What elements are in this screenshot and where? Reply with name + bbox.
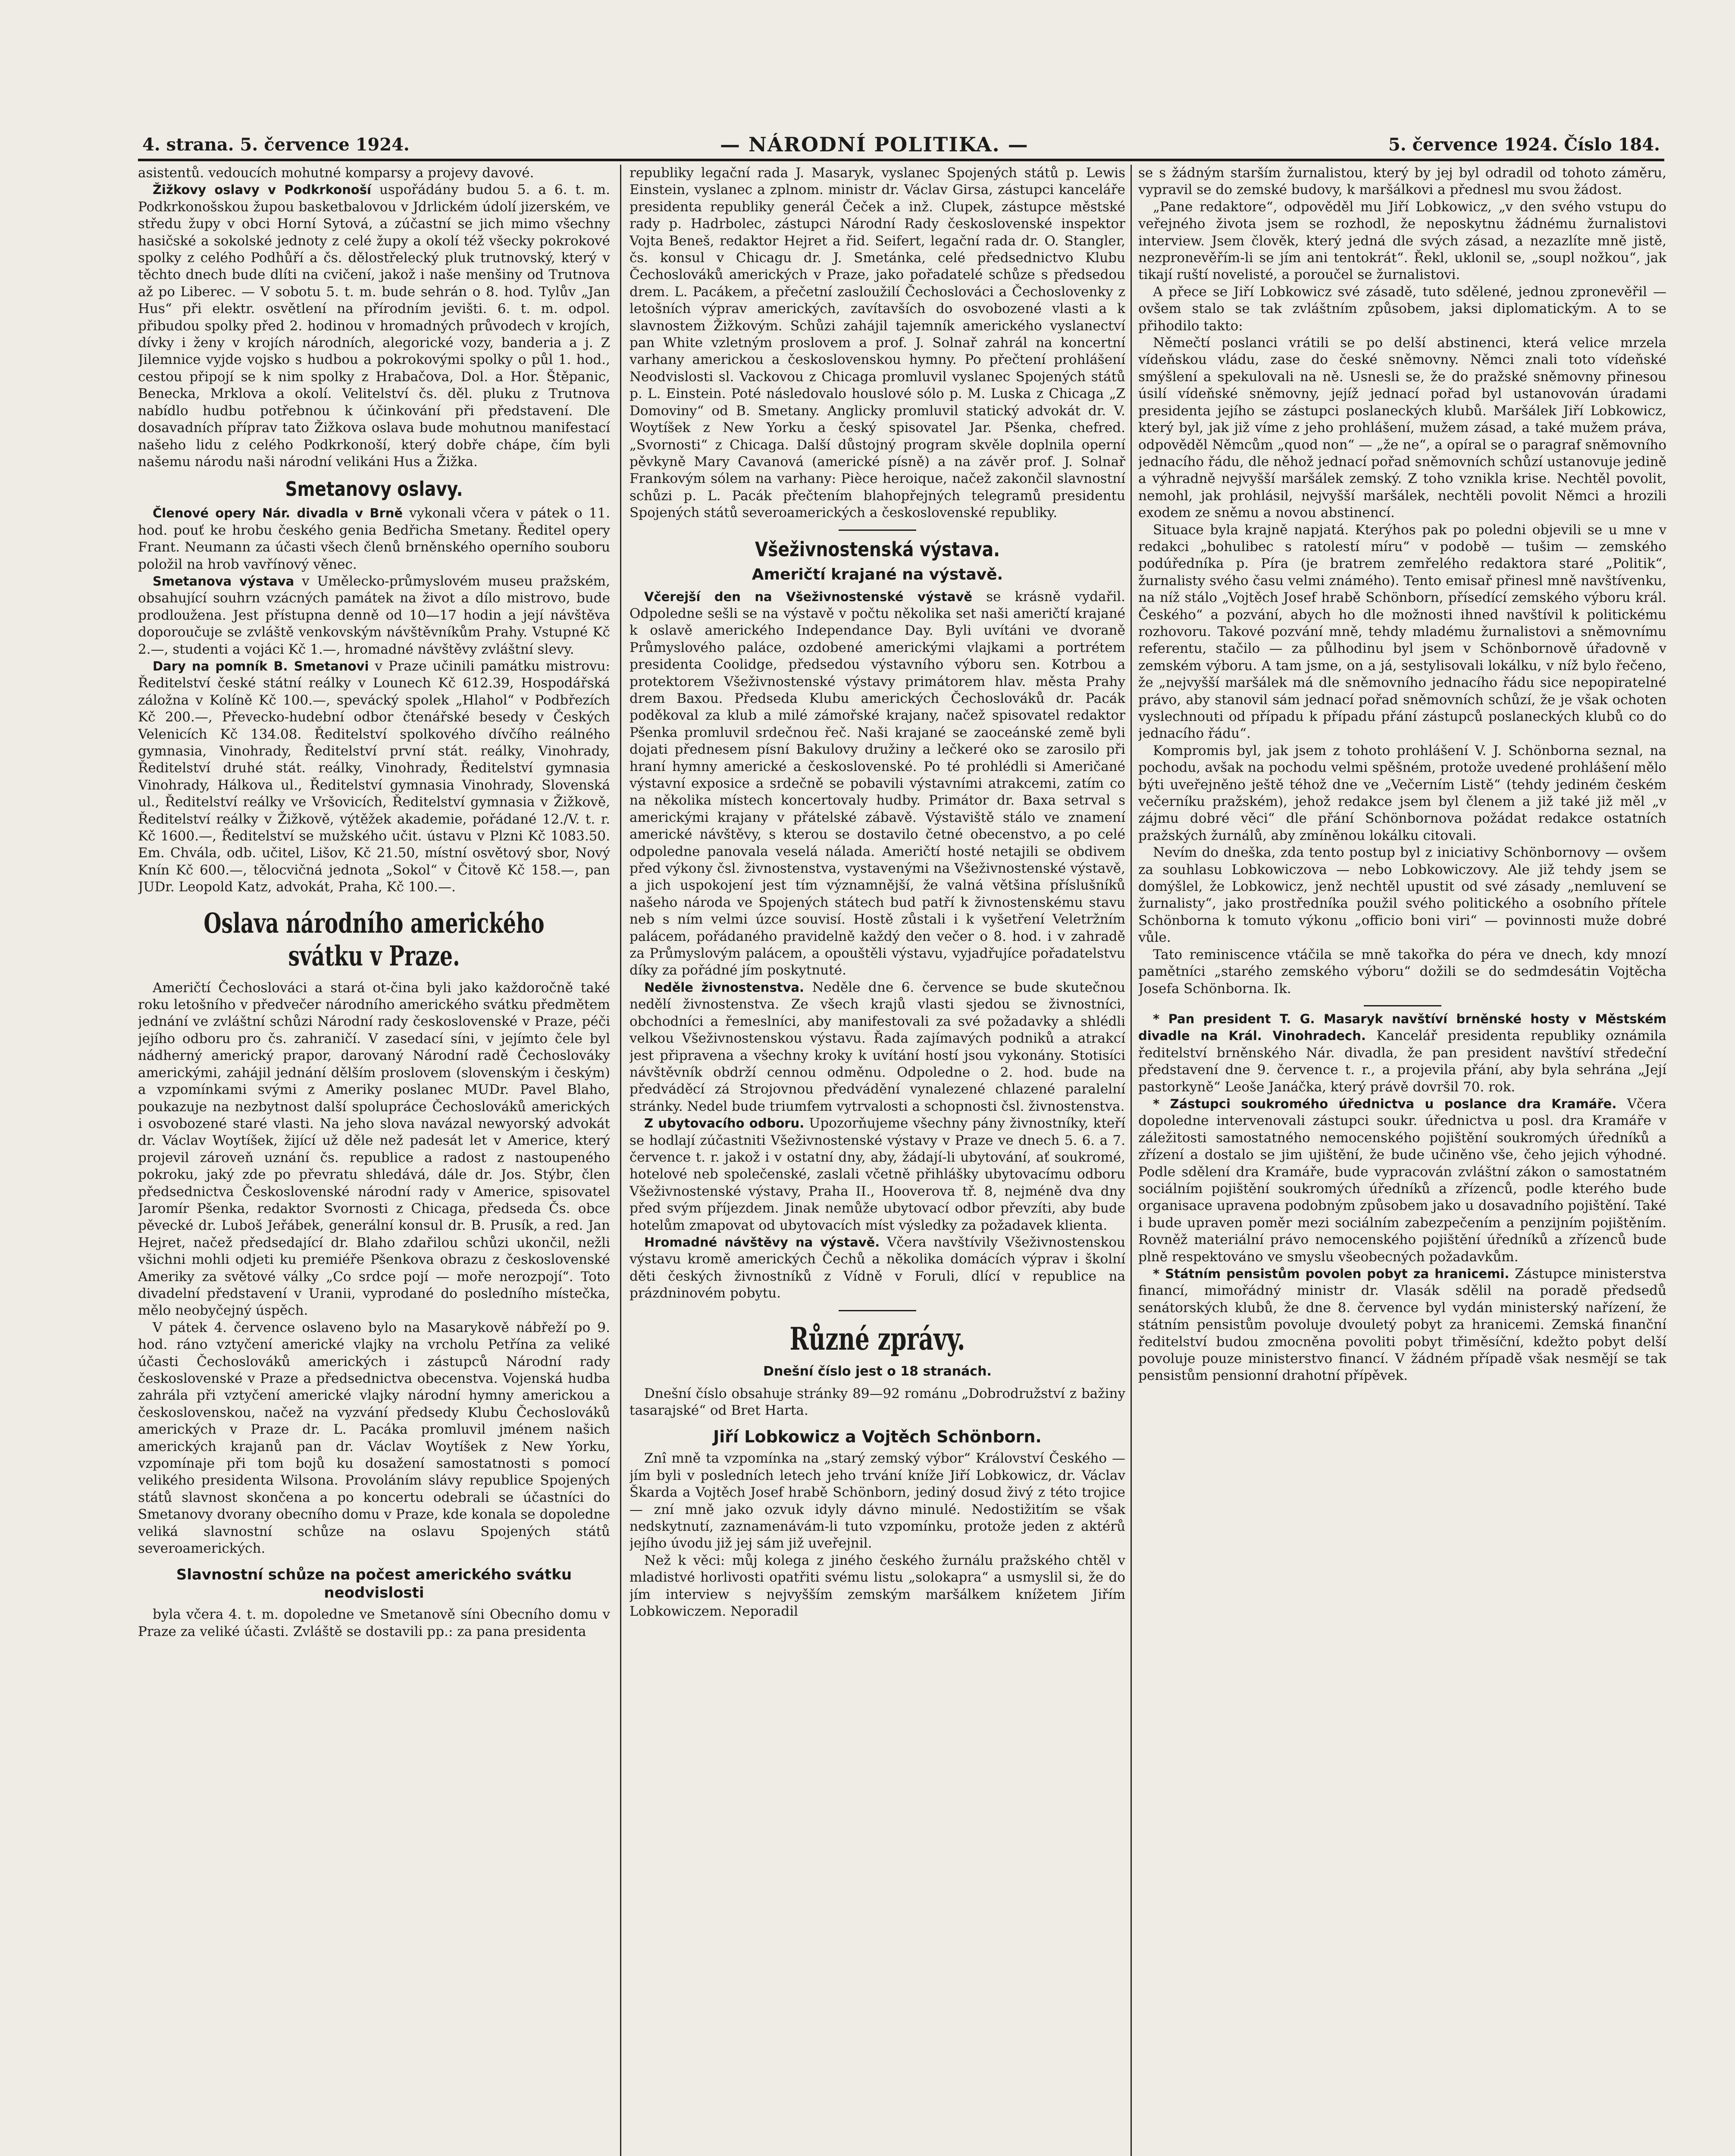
- opera-lead: Členové opery Nár. divadla v Brně: [153, 506, 403, 521]
- nedele-text: Neděle dne 6. července se bude skutečnou nedělí živnostenstva. Ze všech krajů vlasti sjedou se živnostníci, obchodníci a řemeslníci, aby manifestovali za své požadavky a shlédli velkou Všeživnostenskou výstavu. Řada zajímavých podniků a atrakcí jest připravena a všechny kroky k uvítání hostí jsou vykonány. Stotisíci návštěvník obdrží cennou odměnu. Odpoledne o 2. hod. bude na předváděcí zá Strojovnou předvádění vynalezené chlazené paralelní stránky. Nedel bude triumfem vytrvalosti a schopnosti čsl. živnostenstva.: [629, 979, 1125, 1114]
- article-vcerejsi-den: [629, 589, 1125, 979]
- article-oslava-p1: Američtí Čechoslováci a stará ot-čina byli jako každoročně také roku letošního v předvečer národního amerického svátku předmětem jednání ve zvláštní schůzi Národní rady československé v Praze, péči jejího odboru pro čs. zahraničí. V zasedací síni, v jejímto čele byl nádherný americký prapor, darovaný Národní radě Čechoslováky americkými, zahájil jednání dělším proslovem (slovenským i českým) a vzpomínkami svými z Ameriky poslanec MUDr. Pavel Blaho, poukazuje na nezbytnost další spolupráce Čechoslováků amerických i osvobozené staré vlasti. Na jeho slova navázal newyorský advokát dr. Václav Woytíšek, žijící už děle než padesát let v Americe, který projevil zároveň uznání čs. republice a radost z nastoupeného pokroku, jaký zde po převratu shledává, dále dr. Jos. Stýbr, člen předsednictva Československé národní rady v Americe, spisovatel Jaromír Pšenka, redaktor Svornosti z Chicaga, předseda Čs. obce pěvecké dr. Luboš Jeřábek, generální konsul dr. B. Prusík, a red. Jan Hejret, načež předsedající dr. Blaho zdařilou schůzi ukončil, nežli všichni mohli odjeti ku premiéře Pšenkova obrazu z československé Ameriky za světové války „Co srdce pojí — moře nerozpojí“. Toto divadelní představení v Uranii, vyprodané do posledního místečka, mělo neobyčejný úspěch.: [138, 980, 610, 1319]
- article-lobkowicz-p8: Nevím do dneška, zda tento postup byl z iniciativy Schönbornovy — ovšem za souhlasu Lobkowiczova — nebo Lobkowiczovy. Ale již tehdy jsem se domýšlel, že Lobkowicz, jenž nechtěl upustit od své zásady „nemluvení se žurnalisty“, jako prostředníka použil svého politického a osobního přítele Schönborna k tomuto výkonu „officio boni viri“ — povinnosti muže dobré vůle.: [1138, 845, 1666, 946]
- nedele-lead: Neděle živnostenstva.: [644, 980, 805, 995]
- vcerejsi-lead: Včerejší den na Všeživnostenské výstavě: [644, 589, 973, 604]
- column-3: [1138, 165, 1666, 2156]
- article-lobkowicz-p2: Než k věci: můj kolega z jiného českého žurnálu pražského chtěl v mladistvé horlivosti opatřiti svému listu „solokapra“ a usmyslil si, že do jím interview s nejvyšším zemským maršálkem knížetem Jiřím Lobkowiczem. Neporadil: [629, 1552, 1125, 1620]
- masthead-date-left: 4. strana. 5. července 1924.: [142, 135, 410, 155]
- subheadline-americti-krajane: Američtí krajané na výstavě.: [752, 565, 1003, 583]
- article-lobkowicz-p1: Znî mně ta vzpomínka na „starý zemský výbor“ Království Českého — jím byli v posledních letech jeho trvání kníže Jiří Lobkowicz, dr. Václav Škarda a Vojtěch Josef hrabě Schönborn, jediný dosud živý z této trojice — zní mně jako ozvuk idyly dávno minulé. Nedostižitím se však nedskytnutí, zaznamenávám-li tuto vzpomínku, protože jeden z aktérů jejího úvodu již jej sám již uveřejnil.: [629, 1451, 1125, 1551]
- urednictvo-lead: * Zástupci soukromého úřednictva u poslance dra Kramáře.: [1153, 1096, 1617, 1111]
- article-opera-brno: [138, 505, 610, 573]
- headline-slavnostni-schuze: Slavnostní schůze na počest amerického svátku neodvislosti: [176, 1566, 572, 1602]
- dary-text: v Praze učinili památku mistrovu: Ředitelství české státní reálky v Lounech Kč 612.39, Hospodářská záložna v Kolíně Kč 100.—, spevácký spolek „Hlahol“ v Podbřezích Kč 200.—, Převecko-hudební odbor čtenářské besedy v Českých Velenicích Kč 134.08. Ředitelství spolkového dívčího reálného gymnasia, Vinohrady, Ředitelství první stát. reálky, Vinohrady, Ředitelství druhé stát. reálky, Vinohrady, Ředitelství gymnasia Vinohrady, Hálkova ul., Ředitelství gymnasia Vinohrady, Slovenská ul., Ředitelství reálky ve Vršovicích, Ředitelství gymnasia v Žižkově, Ředitelství reálky v Žižkově, výtěžek akademie, pořádané 12./V. t. r. Kč 1600.—, Ředitelství se mužského učit. ústavu v Plzni Kč 1083.50. Em. Chvála, odb. učitel, Lišov, Kč 21.50, místní osvětový sbor, Nový Knín Kč 600.—, tělocvičná jednota „Sokol“ v Čitově Kč 158.—, pan JUDr. Leopold Katz, advokát, Praha, Kč 100.—.: [138, 658, 610, 895]
- article-lobkowicz-p3: „Pane redaktore“, odpověděl mu Jiří Lobkowicz, „v den svého vstupu do veřejného života jsem se rozhodl, že neposkytnu žádnému žurnalistovi interview. Jsem člověk, který jedná dle svých zásad, a nezazlíte mně jistě, nezpronevěřím-li se jím ani tentokrát“. Řekl, uklonil se, „soupl nožkou“, jak tikají ruští novelisté, a poroučel se žurnalistovi.: [1138, 199, 1666, 283]
- headline-smetanovy-oslavy: Smetanovy oslavy.: [285, 477, 463, 501]
- headline-vseživnostenska-vystava: Všeživnostenská výstava.: [755, 537, 1000, 561]
- article-hromadne-navstevy: [629, 1234, 1125, 1302]
- article-schuze-continuation: republiky legační rada J. Masaryk, vyslanec Spojených států p. Lewis Einstein, vyslanec a zplnom. ministr dr. Václav Girsa, zástupci kanceláře presidenta republiky generál Čeček a inž. Clupek, zástupce městské rady p. Hadrbolec, zástupci Národní Rady československé inspektor Vojta Beneš, redaktor Hejret a řid. Seifert, legační rada dr. O. Stangler, čs. konsul v Chicagu dr. J. Smetánka, celé předsednictvo Klubu Čechoslováků amerických v Praze, jako pořadatelé schůze s předsedou drem. L. Pacákem, a přečetní zasloužilí Čechoslováci a Čechoslovenky z letošních výprav amerických, zavítavších do osvobozené vlasti a k slavnostem Žižkovým. Schůzi zahájil tajemník amerického vyslanectví pan White vzletným proslovem a prof. J. Solnař zahrál na koncertní varhany americkou a československou hymny. Po přečtení prohlášení Neodvislosti sl. Vackovou z Chicaga promluvil vyslanec Spojených států p. L. Einstein. Poté následovalo houslové sólo p. M. Luska z Chicaga „Z Domoviny“ od B. Smetany. Anglicky promluvil statický advokát dr. V. Woytíšek z New Yorku a český spisovatel Jar. Pšenka, chefred. „Svornosti“ z Chicaga. Další důstojný program skvěle doplnila operní pěvkyně Mary Cavanová (americké písně) a na závěr prof. J. Solnař Frankovým sólem na varhany: Pièce heroique, načež zakončil slavnostní schůzi p. L. Pacák přečtením blahopřejných telegramů presidentu Spojených států severoamerických a československé republiky.: [629, 165, 1125, 521]
- pensiste-text: Zástupce ministerstva financí, mimořádný ministr dr. Vlasák sdělil na poradě předsedů senátorských klubů, že dne 8. července byl vydán ministerský nařízení, že státním pensistům povoluje dvouletý pobyt za hranicemi. Zemská finanční ředitelství budou zmocněna povoliti pobyt třiměsíční, kdežto pobyt delší povoluje pouze ministerstvo financí. V žádném případě však nesmějí se tak pensistům pensionní drahotní přípěvek.: [1138, 1266, 1666, 1384]
- article-lobkowicz-p4: A přece se Jiří Lobkowicz své zásadě, tuto sdělené, jednou zpronevěřil — ovšem stalo se tak zvláštním způsobem, jaksi diplomatickým. A to se přihodilo takto:: [1138, 284, 1666, 334]
- article-lobkowicz-p7: Kompromis byl, jak jsem z tohoto prohlášení V. J. Schönborna seznal, na pochodu, avšak na pochodu velmi spěšném, protože uvedené prohlášení mělo býti uveřejněno ještě téhož dne ve „Večerním Listě“ (tehdy jediném českém večerníku pražském), jehož redakce jsem byl členem a již také již měl „v zájmu dobré věci“ dle přání Schönbornova požádat redakce ostatních pražských žurnálů, aby zmíněnou lokálku citovali.: [1138, 743, 1666, 843]
- headline-oslava-svatku: Oslava národního amerického svátku v Praze.: [204, 907, 545, 972]
- article-ubytovani: [629, 1115, 1125, 1234]
- column-2: [629, 165, 1125, 2156]
- vystava-lead: Smetanova výstava: [153, 573, 294, 589]
- masaryk-lead: * Pan president T. G. Masaryk navštíví brněnské hosty v Městském divadle na Král. Vinohradech.: [1138, 1011, 1666, 1044]
- masthead: [142, 135, 1660, 160]
- article-continuation: asistentů. vedoucích mohutné komparsy a projevy davové.: [138, 165, 534, 181]
- vystava-text: v Umělecko-průmyslovém museu pražském, obsahující souhrn vzácných památek na život a dílo mistrovo, bude prodloužena. Jest přístupna denně od 10—17 hodin a její návštěva doporoučuje se zvláště venkovským návštěvníkům Prahy. Vstupné Kč 2.—, studenti a vojáci Kč 1.—, hromadné návštěvy zvláštní slevy.: [138, 573, 610, 657]
- hromadne-text: Včera navštívily Všeživnostenskou výstavu kromě amerických Čechů a několika domácích výprav i školní děti českých živnostníků z Vídně v Foruli, dlící v republice na prázdninovém pobytu.: [629, 1234, 1125, 1301]
- article-smetanova-vystava: [138, 573, 610, 658]
- section-separator: [1364, 1005, 1441, 1006]
- opera-text: vykonali včera v pátek o 11. hod. pouť ke hrobu českého genia Bedřicha Smetany. Ředitel opery Frant. Neumann za účasti všech členů brněnského operního souboru položil na hrob vavřínový věnec.: [138, 505, 610, 572]
- masthead-issue: 5. července 1924. Číslo 184.: [1388, 135, 1660, 155]
- zizkovy-lead: Žižkovy oslavy v Podkrkonoší: [153, 182, 371, 197]
- headline-lobkowicz-schonborn: Jiří Lobkowicz a Vojtěch Schönborn.: [713, 1427, 1042, 1447]
- masthead-title: — NÁRODNÍ POLITIKA. —: [720, 133, 1029, 156]
- vcerejsi-text: se krásně vydařil. Odpoledne sešli se na výstavě v počtu několika set naši američtí krajané k oslavě amerického Independance Day. Byli uvítáni ve dvoraně Průmyslového paláce, ozdobené americkými vlajkami a portrétem presidenta Coolidge, předsedou výstavního výboru sen. Kotrbou a protektorem Všeživnostenské výstavy primátorem hlav. města Prahy drem Baxou. Předseda Klubu amerických Čechoslováků dr. Pacák poděkoval za klub a milé zámořské krajany, načež spisovatel redaktor Pšenka promluvil srdečnou řeč. Naši krajané se zaoceánské země byli dojati přednesem písní Bakulovy družiny a lečkeré oko se zarosilo při hraní hymny americké a československé. Po té prohlédli si Američané výstavní exposice a srdečně se pobavili výstavními atrakcemi, zatím co na několika místech koncertovaly hudby. Primátor dr. Baxa setrval s americkými krajany v přátelské zábavě. Výstaviště stálo ve znamení americké návštěvy, s kterou se dostavilo četné obecenstvo, a po celé odpoledne panovala veselá nálada. Američtí hosté netajili se obdivem před výkony čsl. živnostenstva, vystavenými na Všeživnostenské výstavě, a jich uspokojení jest tím významnější, že valná většina příslušníků našeho národa ve Spojených státech bud patří k živnostenskému stavu neb s ním velmi úzce souvisí. Hostě zůstali i k vyšetření Veletržním palácem, pořádaného pravidelně každý den večer o 8. hod. i v zahradě za Průmyslovým palácem, a opouštěli výstavu, vyjadřujíce pořadatelstvu díky za pořádné jím poskytnuté.: [629, 589, 1125, 978]
- column-divider-2: [1131, 165, 1132, 2156]
- section-separator: [839, 1310, 916, 1311]
- subheadline-dnesni-cislo: Dnešní číslo jest o 18 stranách.: [763, 1363, 992, 1379]
- article-lobkowicz-p9: Tato reminiscence vtáčila se mně takořka do péra ve dnech, kdy mnozí pamětníci „starého zemského výboru“ dožili se do sedmdesátin Vojtěcha Josefa Schönborna. Ik.: [1138, 946, 1666, 997]
- masthead-rule: [138, 159, 1664, 161]
- zizkovy-text: uspořádány budou 5. a 6. t. m. Podkrkonošskou župou basketbalovou v Jdrlickém údolí jizerském, ve středu župy v obci Horní Sytová, a zúčastní se jich mimo všechny hasičské a sokolské jednoty z celé župy a okolí též všecky pokrokové spolky z celého Podhůří a čs. dělostřelecký pluk trutnovský, který v těchto dnech bude dlíti na cvičení, jakož i naše menšiny od Trutnova až po Liberec. — V sobotu 5. t. m. bude sehrán o 8. hod. Tylův „Jan Hus“ při elektr. osvětlení na přírodním jevišti. 6. t. m. odpol. přibudou spolky před 2. hodinou v hromadných průvodech v krojích, dívky i ženy v krojích národních, alegorické vozy, banderia a j. Z Jilemnice vyjde vojsko s hudbou a pokrokovými spolky o půl 1. hod., cestou připojí se k nim spolky z Hrabačova, Dol. a Hor. Štěpanic, Benecka, Mrklova a okolí. Velitelství čs. děl. pluku z Trutnova nabídlo hudbu potřebnou k účinkování při představení. Dle dosavadních příprav tato Žižkova oslava bude mohutnou manifestací našeho lidu z celého Podkrkonoší, který dobře chápe, čím byli našemu národu naši národní velikáni Hus a Žižka.: [138, 182, 610, 470]
- article-masaryk: [1138, 1011, 1666, 1096]
- article-urednictvo: [1138, 1096, 1666, 1266]
- column-1: [138, 165, 610, 2156]
- article-oslava-p2: V pátek 4. července oslaveno bylo na Masarykově nábřeží po 9. hod. ráno vztyčení americké vlajky na vrcholu Petřína za veliké účasti Čechoslováků amerických i zástupců Národní rady československé v Praze a předsednictva obecenstva. Vojenská hudba zahrála při vztyčení americké vlajky národní hymny americkou a československou, načež na vyzvání předsedy Klubu Čechoslováků amerických v Praze dr. L. Pacáka promluvil jménem našich amerických krajanů pan dr. Václav Woytíšek z New Yorku, vzpomínaje při tom bojů ku dosažení samostatnosti s pomocí velikého presidenta Wilsona. Provoláním slávy republice Spojených států slavnost skončena a po koncertu odebrali se účastníci do Smetanovy dvorany obecního domu v Praze, kde konala se dopoledne veliká slavnostní schůze na oslavu Spojených států severoamerických.: [138, 1319, 610, 1557]
- column-divider-1: [620, 165, 621, 2156]
- article-pensiste: [1138, 1266, 1666, 1385]
- article-lobkowicz-p6: Situace byla krajně napjatá. Kterýhos pak po poledni objevili se u mne v redakci „bohulibec s ratolestí míru“ v podobě — tušim — zemského podúředníka p. Píra (je bratrem zemřelého redaktora staré „Politik“, žurnalisty svého času velmi známého). Tento emisař přinesl mně navštívenku, na níž stálo „Vojtěch Josef hrabě Schönborn, přísedící zemského výboru král. Českého“ a pozvání, abych ho dle možnosti ihned navštívil k politickému rozhovoru. Takové pozvání mně, tehdy mladému žurnalistovi a sněmovnímu referentu, stačilo — za půlhodinu byl jsem v Schönbornově úřadovně v zemském výboru. A tam jsme, on a já, sestylisovali lokálku, v níž bylo řečeno, že „nejvyšší maršálek má dle sněmovního jednacího řádu sice nepopiratelné právo, aby stanovil sám jednací pořad sněmovních schůzí, že je však ochoten vyslechnouti od případu k případu přání zástupců poslaneckých klubů co do jednacího řádu“.: [1138, 522, 1666, 742]
- ubytovani-lead: Z ubytovacího odboru.: [644, 1116, 805, 1131]
- hromadne-lead: Hromadné návštěvy na výstavě.: [644, 1235, 880, 1250]
- article-lobkowicz-p5: Němečtí poslanci vrátili se po delší abstinenci, která velice mrzela vídeňskou vládu, zase do české sněmovny. Němci znali toto vídeňské smýšlení a spekulovali na ně. Usnesli se, že do pražské sněmovny přinesou úsilí vídeňské sněmovny, jejíž jednací pořad byl ustanovován úradami presidenta jejího se zástupci poslaneckých klubů. Maršálek Jiří Lobkowicz, který byl, jak již víme z jeho prohlášení, mužem zásad, a také mužem práva, odpověděl Němcům „quod non“ — „že ne“, a opíral se o paragraf sněmovního jednacího řádu, dle něhož jednací pořad sněmovních schůzí ustanovuje jedině a výhradně nejvyšší maršálek zemský. Z toho vznikla krise. Nechtěl povolit, nemohl, jak prohlásil, nejvyšší maršálek, nechtěli povolit Němci a hrozili exodem ze sněmu a novou abstinencí.: [1138, 335, 1666, 521]
- urednictvo-text: Včera dopoledne intervenovali zástupci soukr. úřednictva u posl. dra Kramáře v záležitosti samostatného nemocenského pojištění soukromých úředníků a zřízení a dostalo se jim ujištění, že bude učiněno vše, čeho jejich výhodné. Podle sdělení dra Kramáře, bude vypracován zvláštní zákon o samostatném sociálním pojištění soukromých úředníků a zřízenců, podle kterého bude organisace upravena podobným způsobem jako u dosavadního pojištění. Také i bude upraven poměr mezi sociálním zabezpečením a penzijním pojištěním. Rovněž materiální právo nemocenského pojištění úředníků a zřízenců bude plně respektováno ve smyslu všeobecných požadavkům.: [1138, 1096, 1666, 1265]
- article-zizkovy-oslavy: [138, 182, 610, 470]
- section-separator: [839, 530, 916, 531]
- article-dnesni-cislo: Dnešní číslo obsahuje stránky 89—92 románu „Dobrodružství z bažiny tasarajské“ od Bret Harta.: [629, 1385, 1125, 1418]
- article-dary-pomnik: [138, 658, 610, 896]
- article-nedele: [629, 979, 1125, 1115]
- article-slavnostni-schuze: byla včera 4. t. m. dopoledne ve Smetanově síni Obecního domu v Praze za veliké účasti. Zvláště se dostavili pp.: za pana presidenta: [138, 1607, 610, 1639]
- article-lobkowicz-continuation: se s žádným starším žurnalistou, který by jej byl odradil od tohoto záměru, vypravil se do zemské budovy, k maršálkovi a přednesl mu svou žádost.: [1138, 165, 1666, 198]
- headline-ruzne-zpravy: Různé zprávy.: [789, 1320, 965, 1357]
- pensiste-lead: * Státním pensistům povolen pobyt za hranicemi.: [1153, 1266, 1510, 1281]
- masaryk-text: Kancelář presidenta republiky oznámila ředitelství brněnského Nár. divadla, že pan president navštíví středeční představení dne 9. července t. r., a projevila přání, aby byla sehrána „Její pastorkyně“ Leoše Janáčka, který právě dovršil 70. rok.: [1138, 1028, 1666, 1095]
- dary-lead: Dary na pomník B. Smetanovi: [153, 658, 369, 674]
- ubytovani-text: Upozorňujeme všechny pány živnostníky, kteří se hodlají zúčastniti Všeživnostenské výstavy v Praze ve dnech 5. 6. a 7. července t. r. jakož i v ostatní dny, aby, žádají-li ubytování, ať soukromé, hotelové neb společenské, zaslali včetně přihlášky ubytovacímu odboru Všeživnostenské výstavy, Praha II., Hooverova tř. 8, nejméně dva dny před svým příjezdem. Jinak nemůže ubytovací odbor převzíti, aby bude hotelům zmapovat od ubytovacích míst výsledky za požadavek klienta.: [629, 1116, 1125, 1233]
